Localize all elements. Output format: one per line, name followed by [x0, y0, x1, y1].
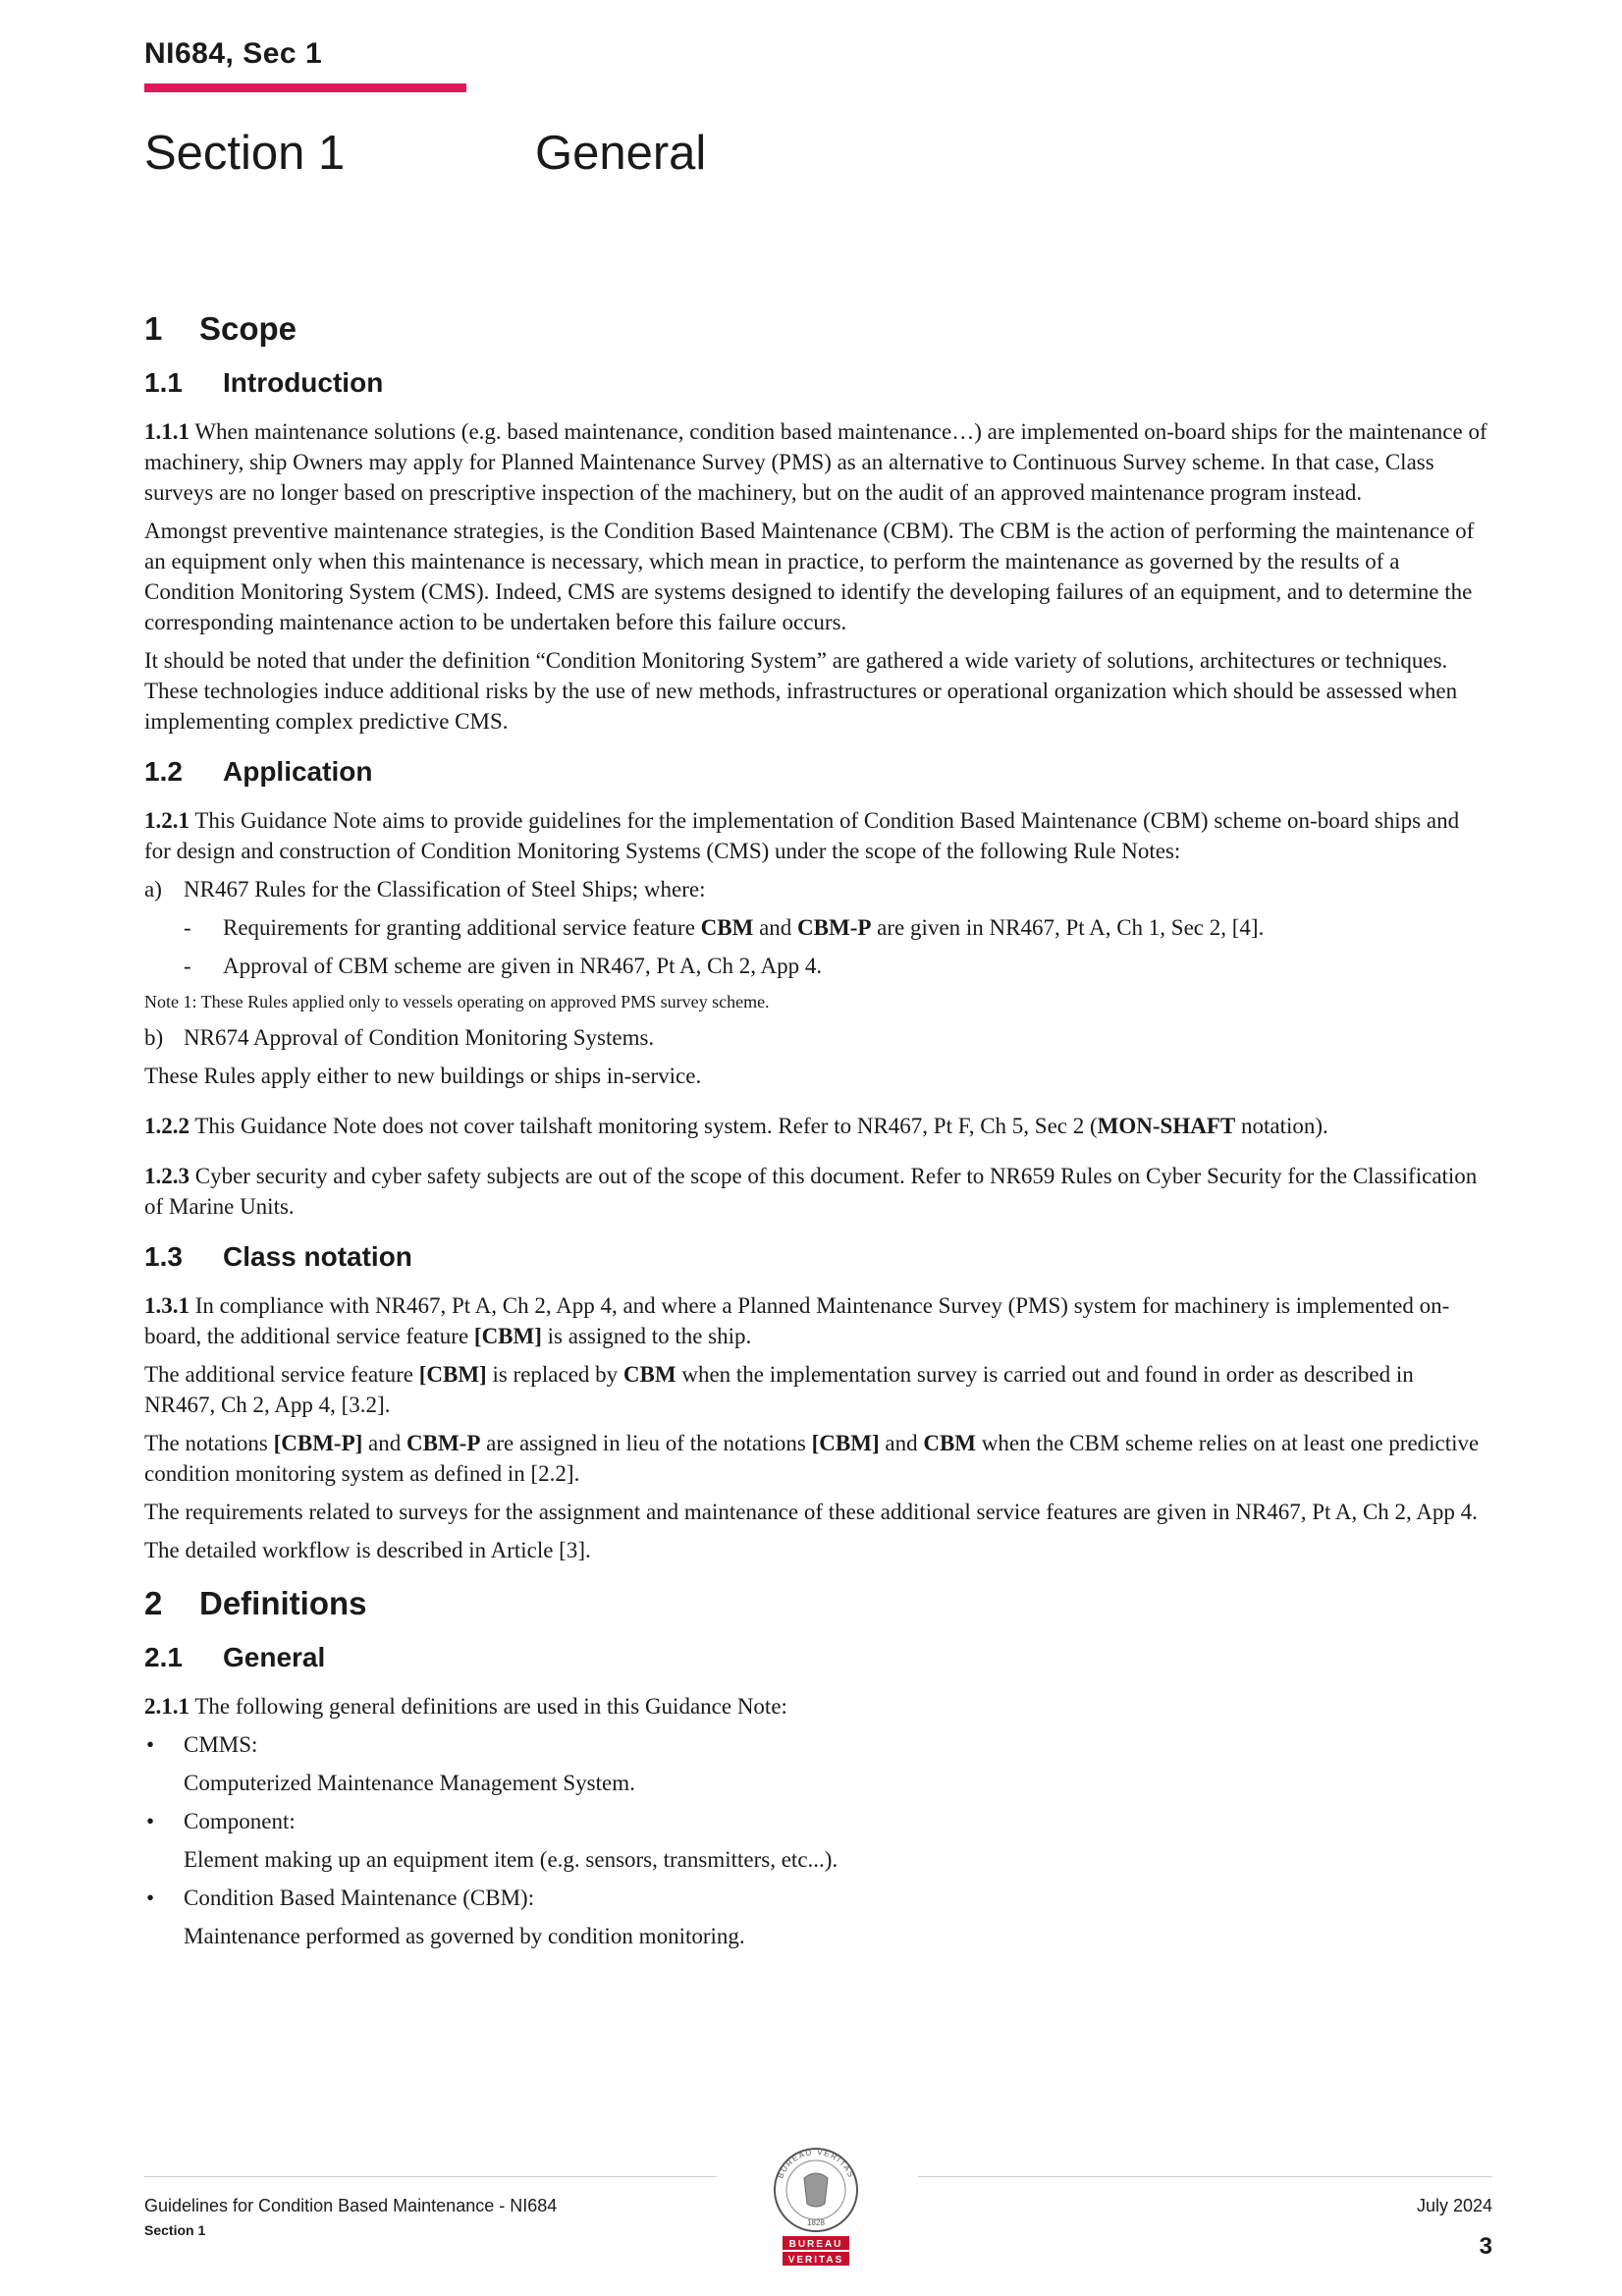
footer-date: July 2024 — [1416, 2196, 1492, 2215]
section-number: Section 1 — [144, 127, 346, 180]
paragraph-1-2-1: 1.2.1 This Guidance Note aims to provide guidelines for the implementation of Condition Based Maintenance (CBM) scheme on-board ships and for design and construction of Condition Monitoring Systems (CMS) under the scope of the following Rule Notes: — [144, 808, 1460, 863]
paragraph-cbm-p-notations: The notations [CBM-P] and CBM-P are assigned in lieu of the notations [CBM] and CBM when the CBM scheme relies on at least one predictive condition monitoring system as defined in [2.2]. — [144, 1431, 1480, 1486]
paragraph-2-1-1: 2.1.1 The following general definitions are used in this Guidance Note: — [144, 1694, 787, 1719]
footer-rule-left — [144, 2176, 717, 2177]
heading-1-scope: 1 Scope — [144, 310, 297, 347]
note-1: Note 1: These Rules applied only to vessels operating on approved PMS survey scheme. — [144, 992, 770, 1011]
bureau-veritas-logo — [762, 2147, 870, 2269]
paragraph-1-1-1: 1.1.1 When maintenance solutions (e.g. based maintenance, condition based maintenance…) are implemented on-board ships for the maintenance of machinery, ship Owners may apply for Planned Maintenance Survey (PMS) as an alternative to Continuous Survey scheme. In that case, Class surveys are no longer based on prescriptive inspection of the machinery, but on the audit of an approved maintenance program instead. — [144, 419, 1487, 505]
footer-left — [144, 2196, 557, 2238]
paragraph-1-2-3: 1.2.3 Cyber security and cyber safety subjects are out of the scope of this document. Refer to NR659 Rules on Cyber Security for the Classification of Marine Units. — [144, 1164, 1478, 1219]
svg-text:BUREAU: BUREAU — [788, 2239, 843, 2250]
paragraph-cms-definition: It should be noted that under the definition “Condition Monitoring System” are gathered a wide variety of solutions, architectures or techniques. These technologies induce additional risks by the use of new methods, infrastructures or operational organization which should be assessed when implementing complex predictive CMS. — [144, 648, 1458, 734]
svg-text:1828: 1828 — [807, 2218, 825, 2227]
paragraph-1-3-1: 1.3.1 In compliance with NR467, Pt A, Ch 2, App 4, and where a Planned Maintenance Survey (PMS) system for machinery is implemented on-board, the additional service feature [CBM] is assigned to the ship. — [144, 1293, 1450, 1348]
definition-term: • Condition Based Maintenance (CBM): — [146, 1886, 535, 1910]
definition-text: Maintenance performed as governed by condition monitoring. — [184, 1924, 745, 1948]
svg-text:BUREAU VERITAS: BUREAU VERITAS — [776, 2147, 856, 2180]
list-subitem-cbm-approval: - Approval of CBM scheme are given in NR467, Pt A, Ch 2, App 4. — [184, 954, 823, 978]
heading-1-1-introduction: 1.1 Introduction — [144, 367, 384, 398]
heading-2-definitions: 2 Definitions — [144, 1585, 367, 1621]
paragraph-cbm-replacement: The additional service feature [CBM] is replaced by CBM when the implementation survey is carried out and found in order as described in NR467, Ch 2, App 4, [3.2]. — [144, 1362, 1414, 1417]
list-item-b: b) NR674 Approval of Condition Monitoring Systems. — [144, 1025, 655, 1050]
paragraph-rules-apply: These Rules apply either to new buildings or ships in-service. — [144, 1064, 702, 1088]
paragraph-cbm: Amongst preventive maintenance strategies, is the Condition Based Maintenance (CBM). The CBM is the action of performing the maintenance of an equipment only when this maintenance is necessary, which mean in practice, to perform the maintenance as governed by the results of a Condition Monitoring System (CMS). Indeed, CMS are systems designed to identify the developing failures of an equipment, and to determine the corresponding maintenance action to be undertaken before this failure occurs. — [144, 519, 1475, 634]
page-number: 3 — [1479, 2233, 1492, 2260]
list-item-a: a) NR467 Rules for the Classification of Steel Ships; where: — [144, 877, 706, 902]
definition-term: • CMMS: — [146, 1732, 258, 1757]
definition-text: Computerized Maintenance Management System. — [184, 1771, 635, 1795]
page-body — [144, 310, 1489, 1959]
footer-rule-right — [918, 2176, 1492, 2177]
definition-term: • Component: — [146, 1809, 296, 1833]
header-accent-rule — [144, 83, 466, 92]
paragraph-1-2-2: 1.2.2 This Guidance Note does not cover tailshaft monitoring system. Refer to NR467, Pt F, Ch 5, Sec 2 (MON-SHAFT notation). — [144, 1114, 1328, 1138]
footer-section-label: Section 1 — [144, 2222, 206, 2238]
paragraph-survey-requirements: The requirements related to surveys for the assignment and maintenance of these additional service features are given in NR467, Pt A, Ch 2, App 4. — [144, 1500, 1478, 1524]
svg-text:VERITAS: VERITAS — [787, 2255, 844, 2266]
definition-text: Element making up an equipment item (e.g. sensors, transmitters, etc...). — [184, 1847, 838, 1872]
heading-1-2-application: 1.2 Application — [144, 756, 373, 787]
paragraph-workflow: The detailed workflow is described in Article [3]. — [144, 1538, 591, 1562]
list-subitem-cbm-requirements: - Requirements for granting additional service feature CBM and CBM-P are given in NR467, Pt A, Ch 1, Sec 2, [4]. — [184, 915, 1265, 940]
footer-doc-title: Guidelines for Condition Based Maintenance - NI684 — [144, 2196, 558, 2215]
running-header: NI684, Sec 1 — [144, 37, 323, 70]
heading-1-3-class-notation: 1.3 Class notation — [144, 1241, 412, 1272]
heading-2-1-general: 2.1 General — [144, 1642, 326, 1672]
section-name: General — [535, 127, 707, 180]
